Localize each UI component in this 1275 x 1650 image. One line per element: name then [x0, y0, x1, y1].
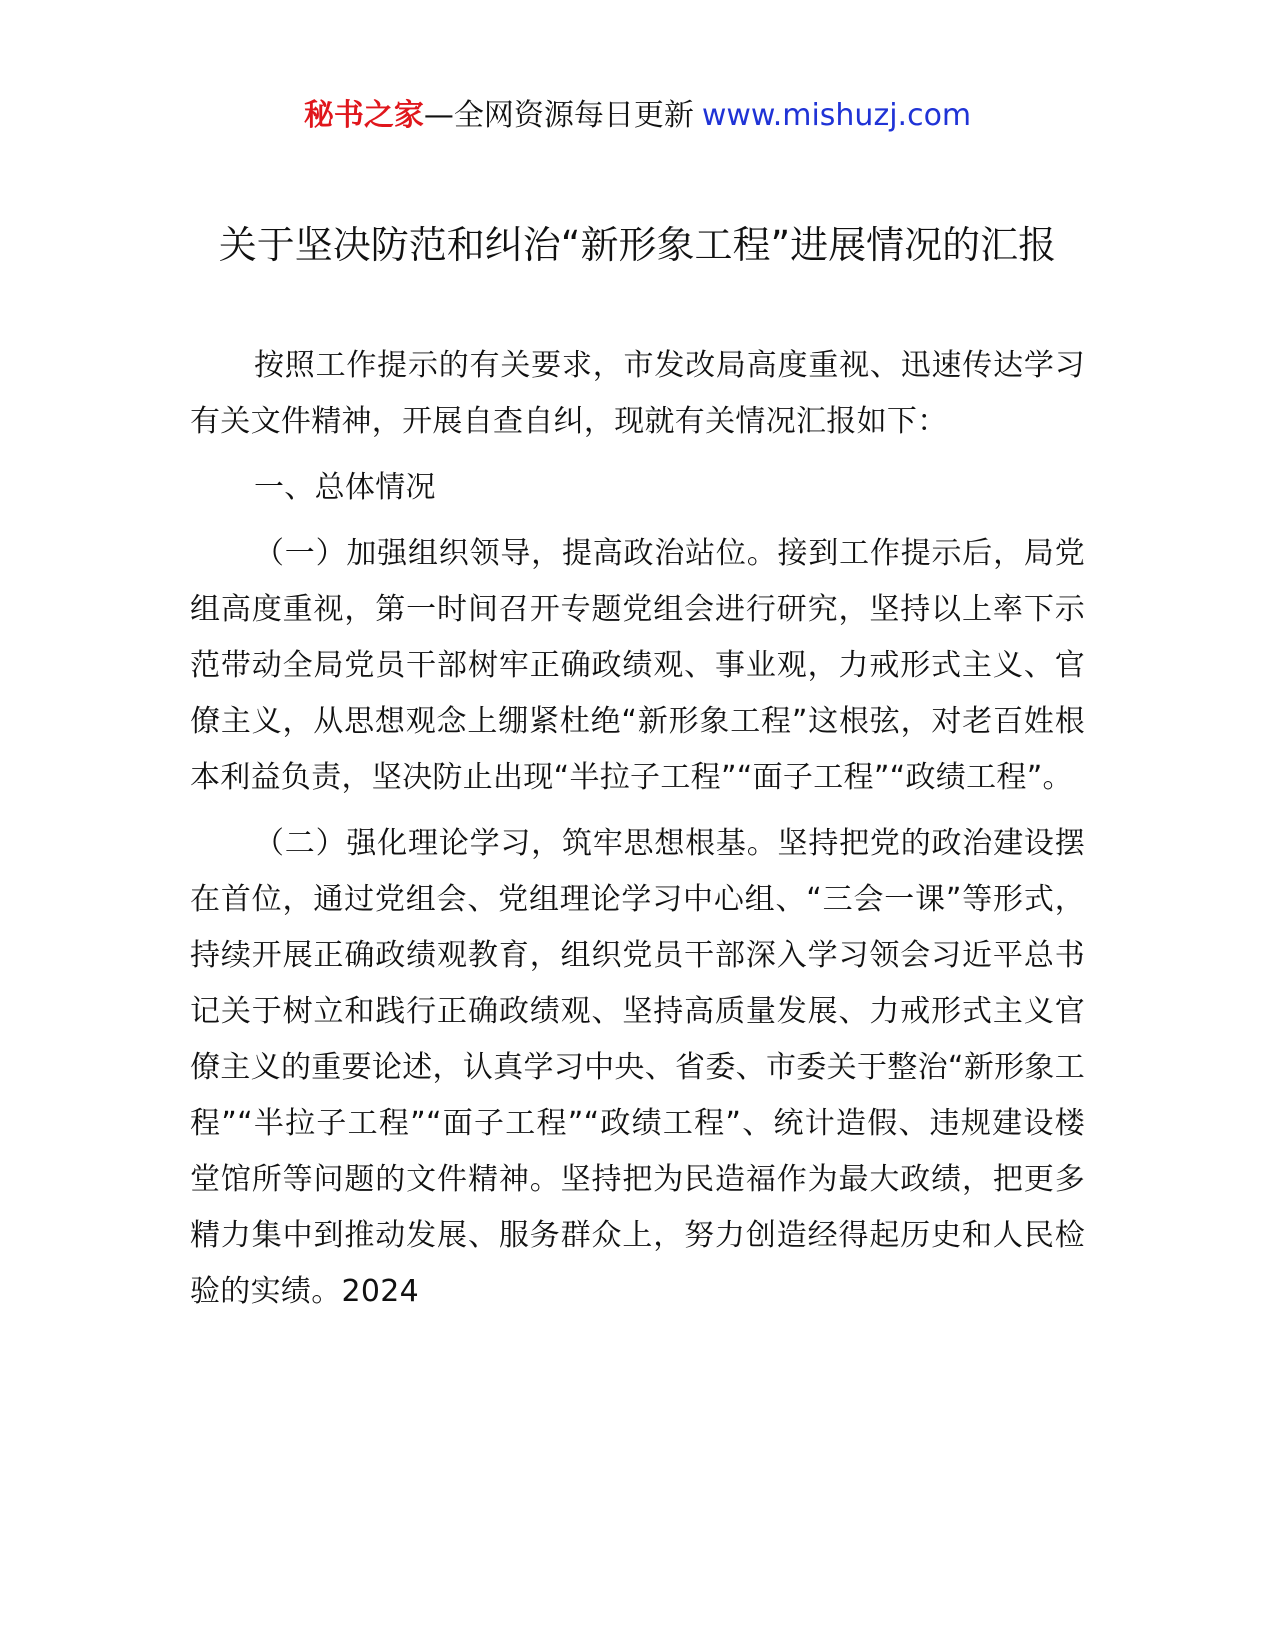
intro-paragraph: 按照工作提示的有关要求，市发改局高度重视、迅速传达学习有关文件精神，开展自查自纠，现就有关情况汇报如下： [190, 348, 1085, 439]
body-paragraph: （一）加强组织领导，提高政治站位。接到工作提示后，局党组高度重视，第一时间召开专题党组会进行研究，坚持以上率下示范带动全局党员干部树牢正确政绩观、事业观，力戒形式主义、官僚主义，从思想观念上绷紧杜绝“新形象工程”这根弦，对老百姓根本利益负责，坚决防止出现“半拉子工程”“面子工程”“政绩工程”。 [190, 536, 1085, 795]
site-url-link[interactable]: www.mishuzj.com [701, 98, 972, 133]
site-header [0, 96, 1275, 136]
body-paragraph: （二）强化理论学习，筑牢思想根基。坚持把党的政治建设摆在首位，通过党组会、党组理论学习中心组、“三会一课”等形式，持续开展正确政绩观教育，组织党员干部深入学习领会习近平总书记关于树立和践行正确政绩观、坚持高质量发展、力戒形式主义官僚主义的重要论述，认真学习中央、省委、市委关于整治“新形象工程”“半拉子工程”“面子工程”“政绩工程”、统计造假、违规建设楼堂馆所等问题的文件精神。坚持把为民造福作为最大政绩，把更多精力集中到推动发展、服务群众上，努力创造经得起历史和人民检验的实绩。2024 [190, 826, 1085, 1309]
document-title: 关于坚决防范和纠治“新形象工程”进展情况的汇报 [218, 223, 1057, 267]
site-tagline: —全网资源每日更新 [423, 98, 694, 133]
site-brand: 秘书之家 [303, 98, 424, 133]
document-body [190, 338, 1085, 1330]
section-heading: 一、总体情况 [254, 470, 436, 505]
